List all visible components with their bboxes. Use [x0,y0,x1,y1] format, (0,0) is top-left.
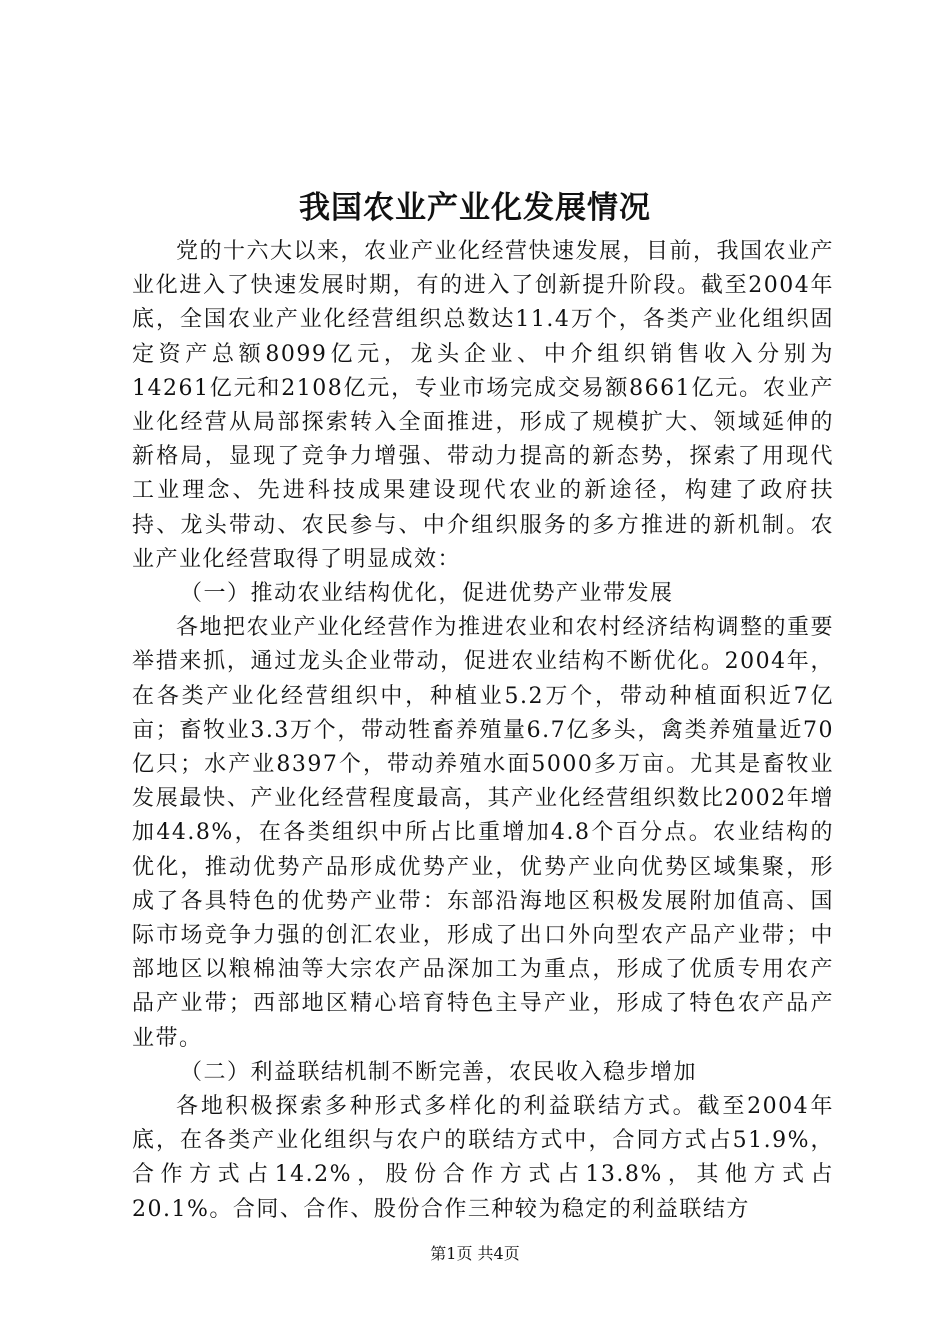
paragraph-structure: 各地把农业产业化经营作为推进农业和农村经济结构调整的重要举措来抓，通过龙头企业带动，促进农业结构不断优化。2004年，在各类产业化经营组织中，种植业5.2万个，带动种植面积近7亿亩；畜牧业3.3万个，带动牲畜养殖量6.7亿多头，禽类养殖量近70亿只；水产业8397个，带动养殖水面5000多万亩。尤其是畜牧业发展最快、产业化经营程度最高，其产业化经营组织数比2002年增加44.8%，在各类组织中所占比重增加4.8个百分点。农业结构的优化，推动优势产品形成优势产业，优势产业向优势区域集聚，形成了各具特色的优势产业带：东部沿海地区积极发展附加值高、国际市场竞争力强的创汇农业，形成了出口外向型农产品产业带；中部地区以粮棉油等大宗农产品深加工为重点，形成了优质专用农产品产业带；西部地区精心培育特色主导产业，形成了特色农产品产业带。 [132,615,835,1051]
document-body [132,235,834,1227]
page-footer: 第1页 共4页 [430,1244,520,1263]
section-heading-1: （一）推动农业结构优化，促进优势产业带发展 [180,581,674,607]
section-heading-2: （二）利益联结机制不断完善，农民收入稳步增加 [180,1059,698,1085]
paragraph-intro: 党的十六大以来，农业产业化经营快速发展，目前，我国农业产业化进入了快速发展时期，有的进入了创新提升阶段。截至2004年底，全国农业产业化经营组织总数达11.4万个，各类产业化组织固定资产总额8099亿元，龙头企业、中介组织销售收入分别为14261亿元和2108亿元，专业市场完成交易额8661亿元。农业产业化经营从局部探索转入全面推进，形成了规模扩大、领域延伸的新格局，显现了竞争力增强、带动力提高的新态势，探索了用现代工业理念、先进科技成果建设现代农业的新途径，构建了政府扶持、龙头带动、农民参与、中介组织服务的多方推进的新机制。农业产业化经营取得了明显成效： [132,239,835,572]
document-title: 我国农业产业化发展情况 [299,190,651,226]
paragraph-interest: 各地积极探索多种形式多样化的利益联结方式。截至2004年底，在各类产业化组织与农户的联结方式中，合同方式占51.9%，合作方式占14.2%，股份合作方式占13.8%，其他方式占20.1%。合同、合作、股份合作三种较为稳定的利益联结方 [132,1094,834,1222]
